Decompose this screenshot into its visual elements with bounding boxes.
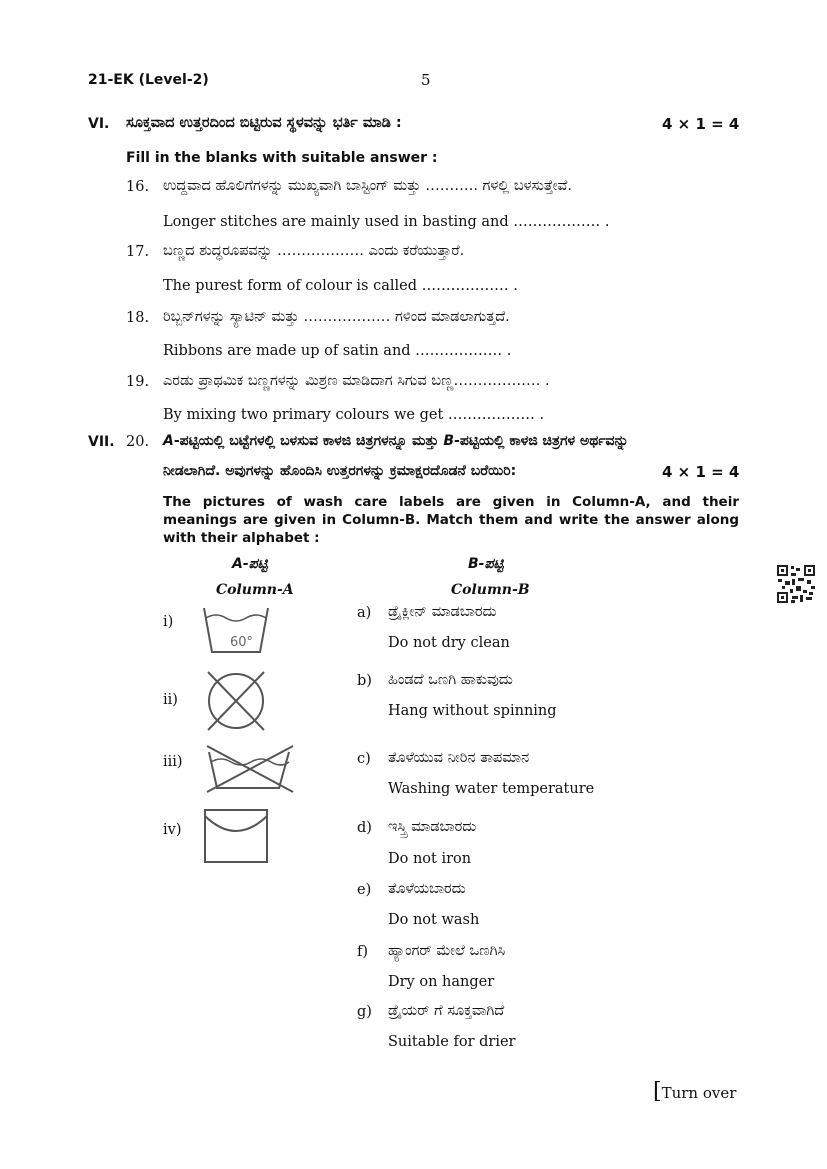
section-7-instruction-en: The pictures of wash care labels are given in Column-A, and their meanings are given in Column-B. Match them and write the answer along with their alphabet : (163, 494, 739, 546)
column-a-label: i) (163, 614, 174, 630)
turn-over-note: [Turn over (653, 1079, 737, 1104)
page-number: 5 (421, 71, 431, 89)
column-b-text-en: Dry on hanger (388, 974, 495, 990)
column-a-label: iv) (163, 822, 182, 838)
hang-dry-icon (201, 806, 273, 866)
section-6-instruction-en: Fill in the blanks with suitable answer : (126, 150, 438, 166)
column-b-heading: Column-B (451, 582, 530, 598)
question-text-en: The purest form of colour is called ……………… . (163, 278, 518, 294)
question-text-kn: ರಿಬ್ಬನ್‌ಗಳನ್ನು ಸ್ಯಾಟಿನ್ ಮತ್ತು ……………… ಗಳಿಂದ ಮಾಡಲಾಗುತ್ತದೆ. (163, 309, 510, 325)
paper-code: 21-EK (Level-2) (88, 72, 209, 88)
question-number: 20. (126, 434, 150, 450)
column-b-text-kn: ಹಿಂಡದೆ ಒಣಗಿ ಹಾಕುವುದು (388, 672, 513, 688)
column-b-text-en: Washing water temperature (388, 781, 595, 797)
question-number: 16. (126, 179, 150, 195)
section-6-marks: 4 × 1 = 4 (662, 115, 740, 133)
column-a-kn-heading: A-ಪಟ್ಟಿ (232, 556, 268, 572)
column-b-label: d) (357, 820, 372, 836)
column-b-text-en: Do not iron (388, 851, 472, 867)
column-b-text-kn: ತೊಳೆಯಬಾರದು (388, 881, 466, 897)
wash-60-icon (200, 604, 272, 656)
section-7-roman: VII. (88, 434, 115, 450)
column-b-label: g) (357, 1004, 372, 1020)
column-b-text-en: Do not wash (388, 912, 480, 928)
question-number: 17. (126, 244, 150, 260)
section-7-marks: 4 × 1 = 4 (662, 463, 740, 481)
column-b-text-kn: ಹ್ಯಾಂಗರ್ ಮೇಲೆ ಒಣಗಿಸಿ (388, 943, 506, 959)
column-b-label: a) (357, 605, 372, 621)
section-7-instruction-kn-line1: A-ಪಟ್ಟಿಯಲ್ಲಿ ಬಟ್ಟೆಗಳಲ್ಲಿ ಬಳಸುವ ಕಾಳಜಿ ಚಿತ್ರಗಳನ್ನೂ ಮತ್ತು B-ಪಟ್ಟಿಯಲ್ಲಿ ಕಾಳಜಿ ಚಿತ್ರಗಳ ಅರ್ಥವನ್ನು (163, 433, 629, 449)
column-a-heading: Column-A (216, 582, 294, 598)
question-text-kn: ಉದ್ದವಾದ ಹೊಲಿಗೆಗಳನ್ನು ಮುಖ್ಯವಾಗಿ ಬಾಸ್ಟಿಂಗ್ ಮತ್ತು ……….. ಗಳಲ್ಲಿ ಬಳಸುತ್ತೇವೆ. (163, 178, 572, 194)
qr-code-icon (776, 564, 816, 604)
column-b-text-en: Hang without spinning (388, 703, 557, 719)
section-6-roman: VI. (88, 116, 110, 132)
question-text-kn: ಬಣ್ಣದ ಶುದ್ಧರೂಪವನ್ನು ……………… ಎಂದು ಕರೆಯುತ್ತಾರೆ. (163, 243, 465, 259)
question-text-kn: ಎರಡು ಪ್ರಾಥಮಿಕ ಬಣ್ಣಗಳನ್ನು ಮಿಶ್ರಣ ಮಾಡಿದಾಗ ಸಿಗುವ ಬಣ್ಣ……………… . (163, 373, 550, 389)
do-not-dry-clean-icon (203, 666, 269, 736)
column-b-text-kn: ಡ್ರೈಯರ್ ಗೆ ಸೂಕ್ತವಾಗಿದೆ (388, 1003, 505, 1019)
section-6-instruction-kn: ಸೂಕ್ತವಾದ ಉತ್ತರದಿಂದ ಬಿಟ್ಟಿರುವ ಸ್ಥಳವನ್ನು ಭರ್ತಿ ಮಾಡಿ : (126, 115, 402, 131)
column-b-text-kn: ಡ್ರೈಕ್ಲೀನ್ ಮಾಡಬಾರದು (388, 604, 497, 620)
column-b-text-en: Suitable for drier (388, 1034, 516, 1050)
section-7-instruction-kn-line2: ನೀಡಲಾಗಿದೆ. ಅವುಗಳನ್ನು ಹೊಂದಿಸಿ ಉತ್ತರಗಳನ್ನು ಕ್ರಮಾಕ್ಷರದೊಡನೆ ಬರೆಯಿರಿ: (163, 463, 517, 479)
column-a-label: ii) (163, 692, 178, 708)
column-b-label: f) (357, 944, 369, 960)
question-text-en: Longer stitches are mainly used in basting and ……………… . (163, 214, 610, 230)
column-b-kn-heading: B-ಪಟ್ಟಿ (468, 556, 504, 572)
column-a-label: iii) (163, 754, 183, 770)
question-text-en: Ribbons are made up of satin and ……………… . (163, 343, 512, 359)
column-b-label: b) (357, 673, 372, 689)
do-not-wash-icon (203, 742, 295, 794)
column-b-text-kn: ಇಸ್ತ್ರಿ ಮಾಡಬಾರದು (388, 819, 477, 835)
question-text-en: By mixing two primary colours we get ……………… . (163, 407, 545, 423)
column-b-label: e) (357, 882, 372, 898)
column-b-text-en: Do not dry clean (388, 635, 510, 651)
question-number: 19. (126, 374, 150, 390)
question-number: 18. (126, 310, 150, 326)
column-b-label: c) (357, 751, 371, 767)
wash-temperature-text: 60° (230, 635, 254, 650)
column-b-text-kn: ತೊಳೆಯುವ ನೀರಿನ ತಾಪಮಾನ (388, 750, 530, 766)
